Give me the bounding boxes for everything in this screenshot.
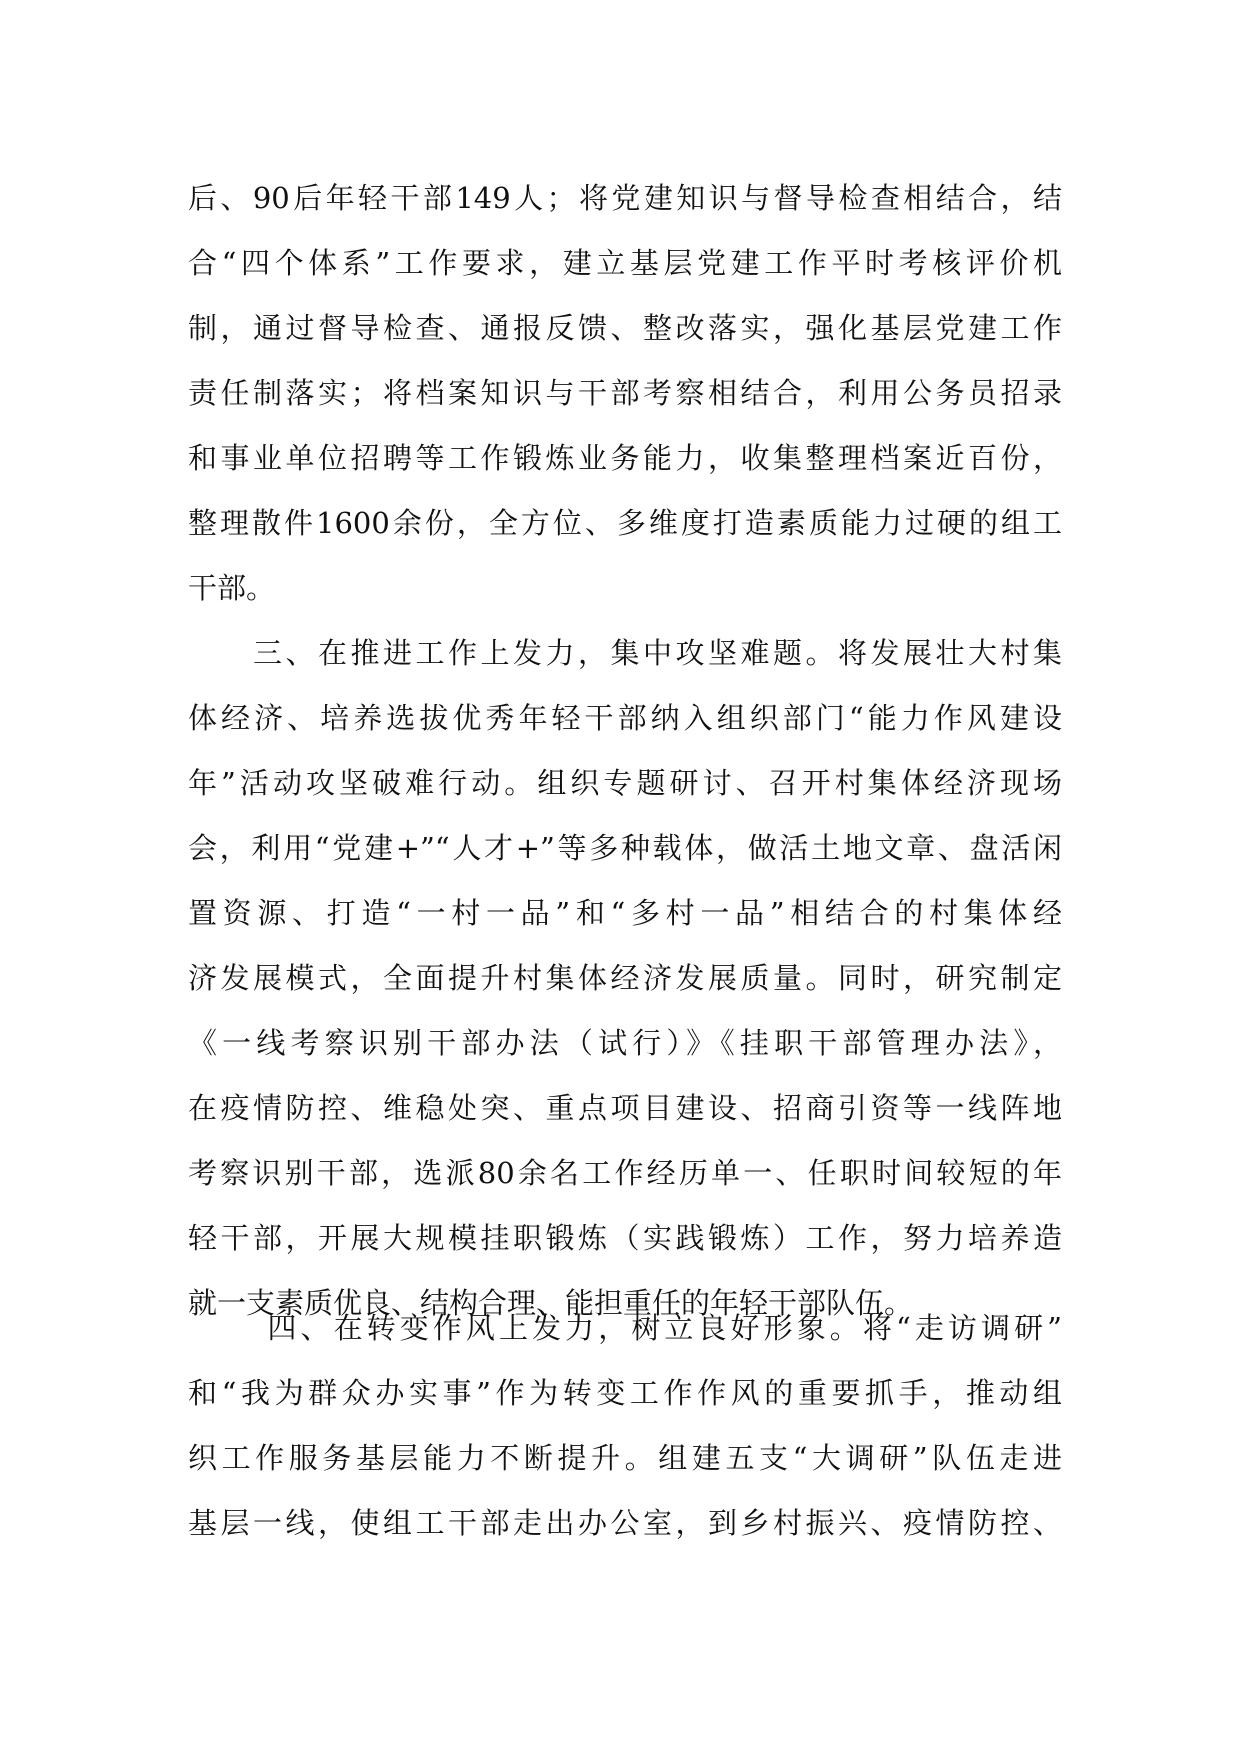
text-line: 制，通过督导检查、通报反馈、整改落实，强化基层党建工作 bbox=[188, 311, 1062, 345]
text-line: 和“我为群众办实事”作为转变工作作风的重要抓手，推动组 bbox=[188, 1376, 1062, 1410]
text-line: 三、在推进工作上发力，集中攻坚难题。将发展壮大村集 bbox=[188, 636, 1062, 670]
text-line: 就一支素质优良、结构合理、能担重任的年轻干部队伍。 bbox=[188, 1286, 914, 1320]
text-line: 体经济、培养选拔优秀年轻干部纳入组织部门“能力作风建设 bbox=[188, 701, 1062, 735]
text-line: 轻干部，开展大规模挂职锻炼（实践锻炼）工作，努力培养造 bbox=[188, 1221, 1062, 1255]
text-line: 和事业单位招聘等工作锻炼业务能力，收集整理档案近百份， bbox=[188, 441, 1062, 475]
text-line: 置资源、打造“一村一品”和“多村一品”相结合的村集体经 bbox=[188, 896, 1062, 930]
text-line: 基层一线，使组工干部走出办公室，到乡村振兴、疫情防控、 bbox=[188, 1506, 1062, 1540]
text-line: 济发展模式，全面提升村集体经济发展质量。同时，研究制定 bbox=[188, 961, 1062, 995]
text-line: 年”活动攻坚破难行动。组织专题研讨、召开村集体经济现场 bbox=[188, 766, 1062, 800]
text-line: 合“四个体系”工作要求，建立基层党建工作平时考核评价机 bbox=[188, 246, 1062, 280]
text-line: 在疫情防控、维稳处突、重点项目建设、招商引资等一线阵地 bbox=[188, 1091, 1062, 1125]
text-line: 会，利用“党建+”“人才+”等多种载体，做活土地文章、盘活闲 bbox=[188, 831, 1062, 865]
text-line: 干部。 bbox=[188, 571, 276, 605]
paragraph-cadre-training bbox=[188, 166, 1062, 621]
text-line: 织工作服务基层能力不断提升。组建五支“大调研”队伍走进 bbox=[188, 1441, 1062, 1475]
text-line: 考察识别干部，选派80余名工作经历单一、任职时间较短的年 bbox=[188, 1156, 1062, 1190]
paragraph-section-three bbox=[188, 621, 1062, 1336]
text-line: 四、在转变作风上发力，树立良好形象。将“走访调研” bbox=[188, 1311, 1062, 1345]
paragraph-section-four bbox=[188, 1296, 1062, 1556]
text-line: 《一线考察识别干部办法（试行）》《挂职干部管理办法》， bbox=[188, 1026, 1062, 1060]
text-line: 整理散件1600余份，全方位、多维度打造素质能力过硬的组工 bbox=[188, 506, 1062, 540]
text-line: 后、90后年轻干部149人；将党建知识与督导检查相结合，结 bbox=[188, 181, 1062, 215]
text-line: 责任制落实；将档案知识与干部考察相结合，利用公务员招录 bbox=[188, 376, 1062, 410]
